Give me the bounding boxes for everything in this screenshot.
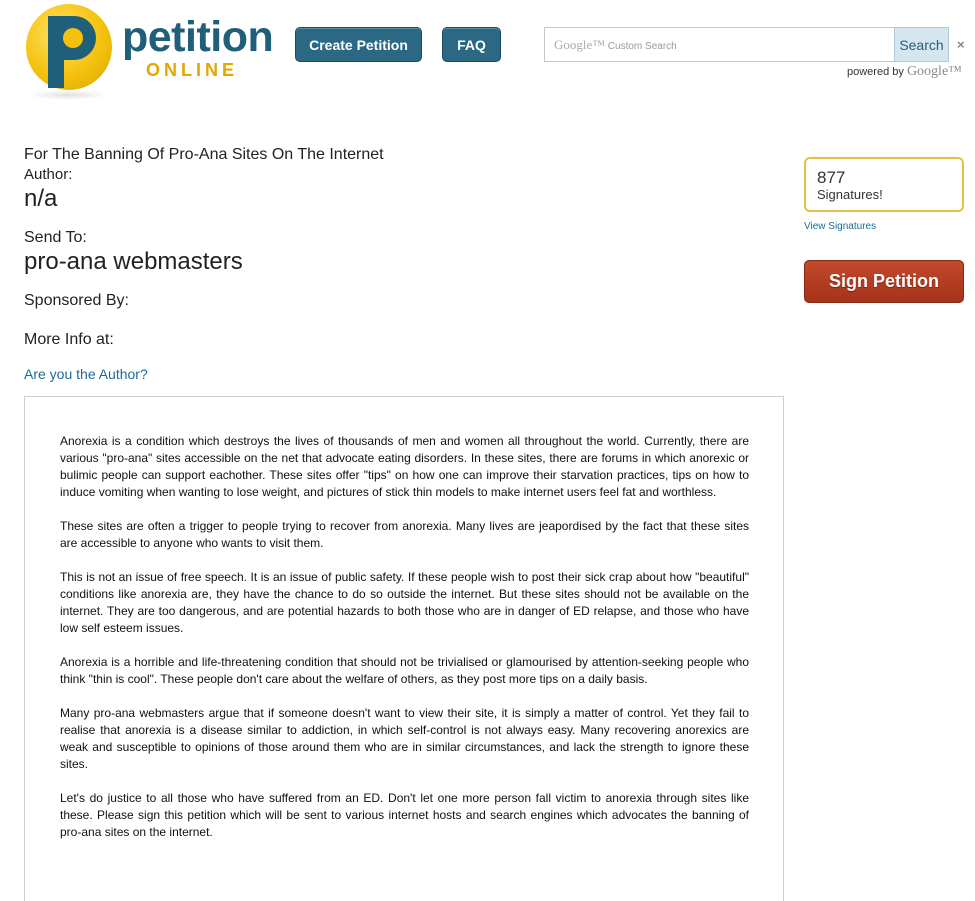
petition-title: For The Banning Of Pro-Ana Sites On The Internet (24, 146, 384, 163)
petition-paragraph: Anorexia is a condition which destroys the lives of thousands of men and women all throughout the world. Currently, there are various "pro-ana" sites accessible on the net that advocate eating disorders. In these sites, there are forums in which anorexic or bulimic people can support eachother. These sites offer "tips" on how one can improve their starvation practices, tips on how to induce vomiting when wanting to lose weight, and pictures of stick thin models to make internet users feel fat and worthless. (60, 434, 749, 499)
signature-count-box (804, 157, 964, 212)
logo-p-icon (40, 12, 102, 92)
logo-wordmark: petition (122, 13, 274, 61)
petition-paragraph: Anorexia is a horrible and life-threatening condition that should not be trivialised or glamourised by attention-seeking people who think "thin is cool". These people don't care about the welfare of others, as they post more tips on a daily basis. (60, 655, 749, 686)
view-signatures-link[interactable]: View Signatures (804, 221, 877, 232)
logo-subtitle: ONLINE (146, 60, 239, 80)
petition-paragraph: Many pro-ana webmasters argue that if someone doesn't want to view their site, it is simply a matter of control. Yet they fail to realise that anorexia is a disease similar to addiction, in which self-control is not always easy. Many recovering anorexics are weak and susceptible to opinions of those around them who are in similar circumstances, and lack the strength to ignore these sites. (60, 706, 749, 771)
petition-body-text (60, 433, 749, 858)
powered-by-google: powered by Google™ (847, 64, 962, 79)
sign-petition-button[interactable]: Sign Petition (804, 260, 964, 303)
petition-body-panel (24, 396, 784, 901)
close-icon[interactable]: × (957, 37, 965, 52)
site-logo[interactable] (20, 2, 274, 102)
signature-label: Signatures! (817, 187, 883, 202)
petition-paragraph: Let's do justice to all those who have suffered from an ED. Don't let one more person fall victim to anorexia through sites like these. Please sign this petition which will be sent to various internet hosts and search engines which advocates the banning of pro-ana sites on the internet. (60, 791, 749, 839)
author-value: n/a (24, 185, 58, 212)
search-button[interactable]: Search (894, 27, 949, 62)
sponsored-by-label: Sponsored By: (24, 292, 129, 309)
petition-paragraph: These sites are often a trigger to people trying to recover from anorexia. Many lives are jeapordised by the fact that these sites are accessible to anyone who wants to visit them. (60, 519, 749, 550)
faq-button[interactable]: FAQ (442, 27, 501, 62)
petition-paragraph: This is not an issue of free speech. It is an issue of public safety. If these people wish to post their sick crap about how "beautiful" conditions like anorexia are, they have the chance to do so outside the internet. But these sites should not be available on the internet. They are too dangerous, and are potential hazards to both those who are in danger of ED relapse, and those who have low self esteem issues. (60, 570, 749, 635)
signature-count: 877 (817, 168, 846, 187)
more-info-label: More Info at: (24, 331, 114, 348)
create-petition-button[interactable]: Create Petition (295, 27, 422, 62)
search-placeholder: Google™ Custom Search (554, 36, 677, 52)
search-input[interactable] (544, 27, 895, 62)
send-to-value: pro-ana webmasters (24, 248, 243, 275)
logo-shadow (28, 90, 108, 100)
author-label: Author: (24, 166, 73, 183)
are-you-author-link[interactable]: Are you the Author? (24, 366, 148, 382)
send-to-label: Send To: (24, 229, 87, 246)
